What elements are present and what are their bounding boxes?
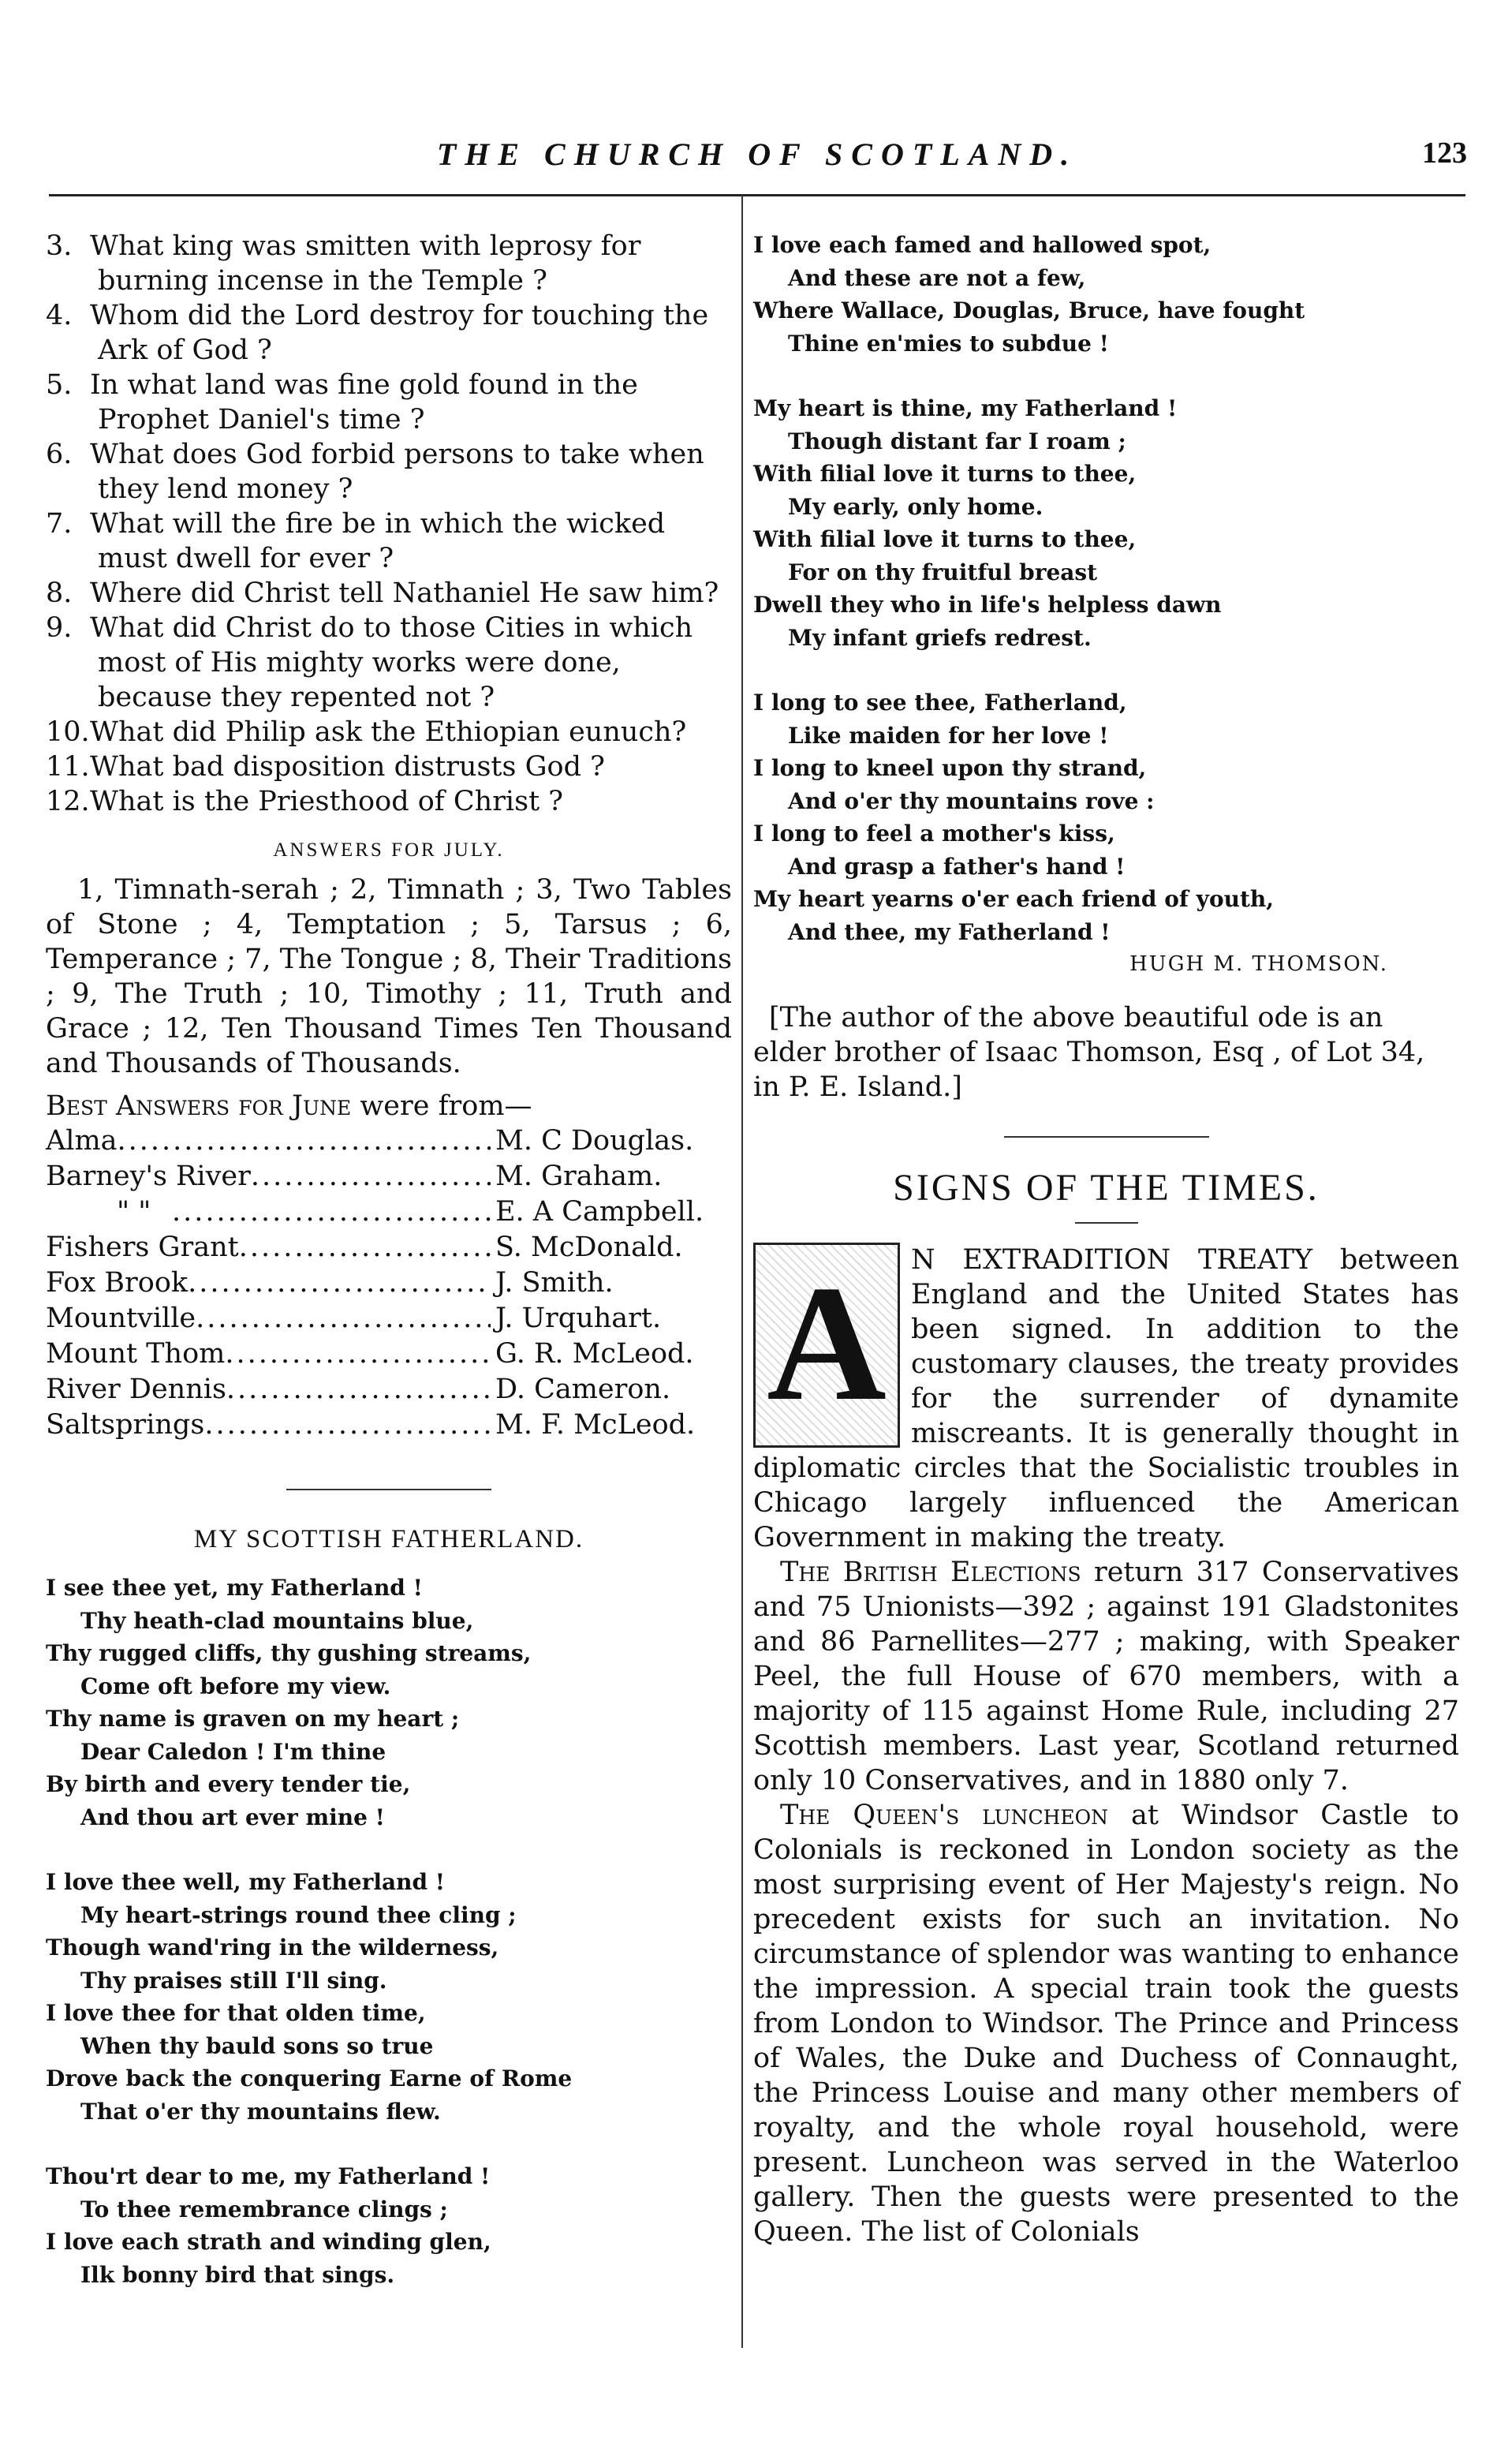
question-item xyxy=(46,576,732,611)
poem-line: My heart is thine, my Fatherland ! xyxy=(753,395,1178,421)
question-item xyxy=(46,715,732,749)
best-answer-row xyxy=(46,1265,732,1301)
poem-line: That o'er thy mountains flew. xyxy=(80,2098,441,2125)
poem-stanza xyxy=(46,1866,732,2128)
paragraph-lead: N EXTRADITION TREATY xyxy=(911,1243,1313,1276)
best-answer-name: M. Graham. xyxy=(495,1161,663,1192)
poem-line: I long to see thee, Fatherland, xyxy=(753,690,1127,716)
best-answer-place: Fox Brook xyxy=(46,1267,189,1299)
best-answer-name: J. Urquhart. xyxy=(495,1303,662,1334)
poem-line: Thy rugged cliffs, thy gushing streams, xyxy=(46,1640,532,1666)
poem-line: And grasp a father's hand ! xyxy=(788,853,1126,880)
poem-line: And thee, my Fatherland ! xyxy=(788,918,1111,945)
question-number: 4. xyxy=(46,300,73,331)
poem-line: When thy bauld sons so true xyxy=(80,2032,434,2059)
poem-line: My early, only home. xyxy=(788,493,1043,520)
question-item xyxy=(46,507,732,576)
poem-line: My heart-strings round thee cling ; xyxy=(80,1901,517,1928)
poem-line: Dear Caledon ! I'm thine xyxy=(80,1738,386,1765)
poem-line: Ilk bonny bird that sings. xyxy=(80,2261,395,2288)
poem-stanza xyxy=(753,686,1459,948)
poem-line: Drove back the conquering Earne of Rome xyxy=(46,2065,573,2091)
author-note: [The author of the above beautiful ode is an elder brother of Isaac Thomson, Esq , of Lot 34, in P. E. Island.] xyxy=(753,1001,1425,1103)
poem-line: By birth and every tender tie, xyxy=(46,1771,411,1797)
poem-line: For on thy fruitful breast xyxy=(788,559,1098,585)
best-answer-name: E. A Campbell. xyxy=(495,1196,704,1228)
poem-line: Come oft before my view. xyxy=(80,1673,391,1699)
best-answer-row xyxy=(46,1159,732,1194)
question-text: What did Christ do to those Cities in which most of His mighty works were done, because they repented not ? xyxy=(90,612,693,713)
running-title: THE CHURCH OF SCOTLAND. xyxy=(436,136,1078,172)
poem-line: Like maiden for her love ! xyxy=(788,722,1109,749)
column-rule xyxy=(741,194,743,2348)
poem-line: Though distant far I roam ; xyxy=(788,428,1126,454)
best-answer-place: Barney's River xyxy=(46,1161,251,1192)
question-text: Whom did the Lord destroy for touching the Ark of God ? xyxy=(90,300,709,366)
poem-line: I long to kneel upon thy strand, xyxy=(753,755,1147,781)
section-divider xyxy=(1004,1136,1209,1138)
best-answer-place: Saltsprings xyxy=(46,1409,205,1441)
best-answer-row xyxy=(46,1230,732,1265)
question-text: What bad disposition distrusts God ? xyxy=(90,751,605,783)
question-number: 12. xyxy=(46,786,90,817)
best-answer-name: J. Smith. xyxy=(495,1267,614,1299)
ornamental-initial xyxy=(753,1243,900,1448)
question-text: In what land was fine gold found in the Prophet Daniel's time ? xyxy=(90,369,638,435)
title-rule xyxy=(1075,1222,1138,1224)
best-answers-intro xyxy=(46,1089,732,1123)
poem-line: Though wand'ring in the wilderness, xyxy=(46,1934,499,1961)
poem-line: And these are not a few, xyxy=(788,264,1086,291)
page-number: 123 xyxy=(1422,136,1467,170)
question-number: 10. xyxy=(46,716,90,748)
best-answer-row xyxy=(46,1372,732,1407)
poem-line: I love thee for that olden time, xyxy=(46,2000,426,2026)
poem-line: I love thee well, my Fatherland ! xyxy=(46,1869,446,1895)
left-column xyxy=(46,229,732,2323)
paragraph-lead: The Queen's luncheon xyxy=(780,1799,1109,1831)
section-divider xyxy=(286,1489,491,1490)
question-text: Where did Christ tell Nathaniel He saw him? xyxy=(90,578,719,609)
best-answers-intro-rest: were from— xyxy=(351,1090,532,1122)
question-list xyxy=(46,229,732,819)
best-answer-row xyxy=(46,1123,732,1159)
dot-leader xyxy=(204,1407,491,1443)
best-answer-name: S. McDonald. xyxy=(495,1232,683,1263)
poem-line: I love each famed and hallowed spot, xyxy=(753,232,1211,258)
poem-line: Thy praises still I'll sing. xyxy=(80,1967,387,1994)
best-answer-name: M. F. McLeod. xyxy=(495,1409,696,1441)
question-number: 6. xyxy=(46,439,73,470)
best-answer-name: D. Cameron. xyxy=(495,1374,671,1405)
poem-line: Where Wallace, Douglas, Bruce, have fought xyxy=(753,297,1305,323)
question-number: 7. xyxy=(46,508,73,540)
article-paragraph xyxy=(753,1798,1459,2249)
poem-right-part xyxy=(753,229,1459,981)
best-answers-intro-caps: Best Answers for June xyxy=(46,1090,352,1122)
question-item xyxy=(46,437,732,507)
poem-line: Dwell they who in life's helpless dawn xyxy=(753,592,1222,618)
dot-leader xyxy=(118,1123,491,1159)
question-item xyxy=(46,784,732,819)
poem-stanza xyxy=(46,1572,732,1834)
dot-leader xyxy=(226,1372,491,1407)
poem-line: With filial love it turns to thee, xyxy=(753,526,1137,552)
question-number: 11. xyxy=(46,751,90,783)
best-answer-name: G. R. McLeod. xyxy=(495,1338,694,1370)
poem-line: Thou'rt dear to me, my Fatherland ! xyxy=(46,2163,491,2189)
signs-article xyxy=(753,1243,1459,2249)
poem-line: My infant griefs redrest. xyxy=(788,624,1092,651)
poem-stanza xyxy=(753,392,1459,654)
ditto-marks: " " xyxy=(117,1196,151,1228)
question-text: What will the fire be in which the wicked must dwell for ever ? xyxy=(90,508,666,574)
paragraph-text: between England and the United States has been signed. In addition to the customary clauses, the treaty provides for the surrender of dynamite miscreants. It is generally thought in diplomatic circles that the Socialistic troubles in Chicago largely influenced the American Government in making the treaty. xyxy=(753,1243,1459,1553)
dot-leader xyxy=(196,1301,491,1336)
question-item xyxy=(46,611,732,715)
poem-line: I see thee yet, my Fatherland ! xyxy=(46,1575,423,1601)
best-answer-place: Mount Thom xyxy=(46,1338,226,1370)
best-answer-place: Alma xyxy=(46,1125,118,1157)
best-answer-name: M. C Douglas. xyxy=(495,1125,694,1157)
question-number: 9. xyxy=(46,612,73,644)
poem-line: To thee remembrance clings ; xyxy=(80,2196,448,2222)
question-text: What did Philip ask the Ethiopian eunuch? xyxy=(90,716,687,748)
answers-heading: ANSWERS FOR JULY. xyxy=(273,839,505,861)
answers-text: 1, Timnath-serah ; 2, Timnath ; 3, Two Tables of Stone ; 4, Temptation ; 5, Tarsus ; 6, Temperance ; 7, The Tongue ; 8, Their Traditions ; 9, The Truth ; 10, Timothy ; 11, Truth and Grace ; 12, Ten Thousand Times Ten Thousand and Thousands of Thousands. xyxy=(46,874,732,1079)
best-answer-place: Mountville xyxy=(46,1303,196,1334)
poem-line: Thy name is graven on my heart ; xyxy=(46,1706,460,1732)
poem-line: With filial love it turns to thee, xyxy=(753,461,1137,487)
dot-leader xyxy=(251,1159,491,1194)
question-number: 5. xyxy=(46,369,73,401)
dot-leader xyxy=(239,1230,491,1265)
best-answers-list xyxy=(46,1123,732,1443)
right-column xyxy=(753,229,1459,2249)
header-rule xyxy=(49,194,1465,196)
question-item xyxy=(46,749,732,784)
poem-line: I long to feel a mother's kiss, xyxy=(753,821,1115,847)
poem-line: Thine en'mies to subdue ! xyxy=(788,330,1109,357)
poem-line: And thou art ever mine ! xyxy=(80,1804,385,1830)
poem-line: Thy heath-clad mountains blue, xyxy=(80,1607,474,1634)
dot-leader xyxy=(225,1336,491,1372)
poem-line: And o'er thy mountains rove : xyxy=(788,787,1155,814)
article-paragraph xyxy=(753,1555,1459,1798)
best-answer-place: River Dennis xyxy=(46,1374,226,1405)
poem-title: MY SCOTTISH FATHERLAND. xyxy=(193,1525,584,1553)
question-text: What is the Priesthood of Christ ? xyxy=(90,786,564,817)
ornamental-initial-letter: A xyxy=(767,1251,887,1435)
page-header xyxy=(47,136,1467,183)
question-number: 8. xyxy=(46,578,73,609)
question-text: What king was smitten with leprosy for burning incense in the Temple ? xyxy=(90,230,641,297)
question-item xyxy=(46,368,732,437)
poem-stanza xyxy=(46,2160,732,2291)
poem-stanza xyxy=(753,229,1459,360)
question-item xyxy=(46,298,732,368)
poem-line: I love each strath and winding glen, xyxy=(46,2229,491,2255)
poem-left-part xyxy=(46,1572,732,2291)
best-answer-row xyxy=(46,1407,732,1443)
question-number: 3. xyxy=(46,230,73,262)
question-item xyxy=(46,229,732,298)
best-answer-row xyxy=(46,1301,732,1336)
best-answer-row xyxy=(46,1194,732,1230)
section-title: SIGNS OF THE TIMES. xyxy=(893,1166,1320,1209)
dot-leader xyxy=(172,1194,491,1230)
question-text: What does God forbid persons to take when they lend money ? xyxy=(90,439,704,505)
poem-line: My heart yearns o'er each friend of youth, xyxy=(753,886,1275,912)
paragraph-text: return 317 Conservatives and 75 Unionists—392 ; against 191 Gladstonites and 86 Parnellites—277 ; making, with Speaker Peel, the full House of 670 members, with a majority of 115 against Home Rule, including 27 Scottish members. Last year, Scotland returned only 10 Conservatives, and in 1880 only 7. xyxy=(753,1556,1459,1796)
poem-attribution: HUGH M. THOMSON. xyxy=(1129,952,1388,976)
best-answer-row xyxy=(46,1336,732,1372)
paragraph-lead: The British Elections xyxy=(780,1556,1081,1588)
paragraph-text: at Windsor Castle to Colonials is reckoned in London society as the most surprising event of Her Majesty's reign. No precedent exists for such an invitation. No circumstance of splendor was wanting to enhance the impression. A special train took the guests from London to Windsor. The Prince and Princess of Wales, the Duke and Duchess of Connaught, the Princess Louise and many other members of royalty, and the whole royal household, were present. Luncheon was served in the Waterloo gallery. Then the guests were presented to the Queen. The list of Colonials xyxy=(753,1799,1460,2248)
dot-leader xyxy=(188,1265,491,1301)
best-answer-place: Fishers Grant xyxy=(46,1232,239,1263)
